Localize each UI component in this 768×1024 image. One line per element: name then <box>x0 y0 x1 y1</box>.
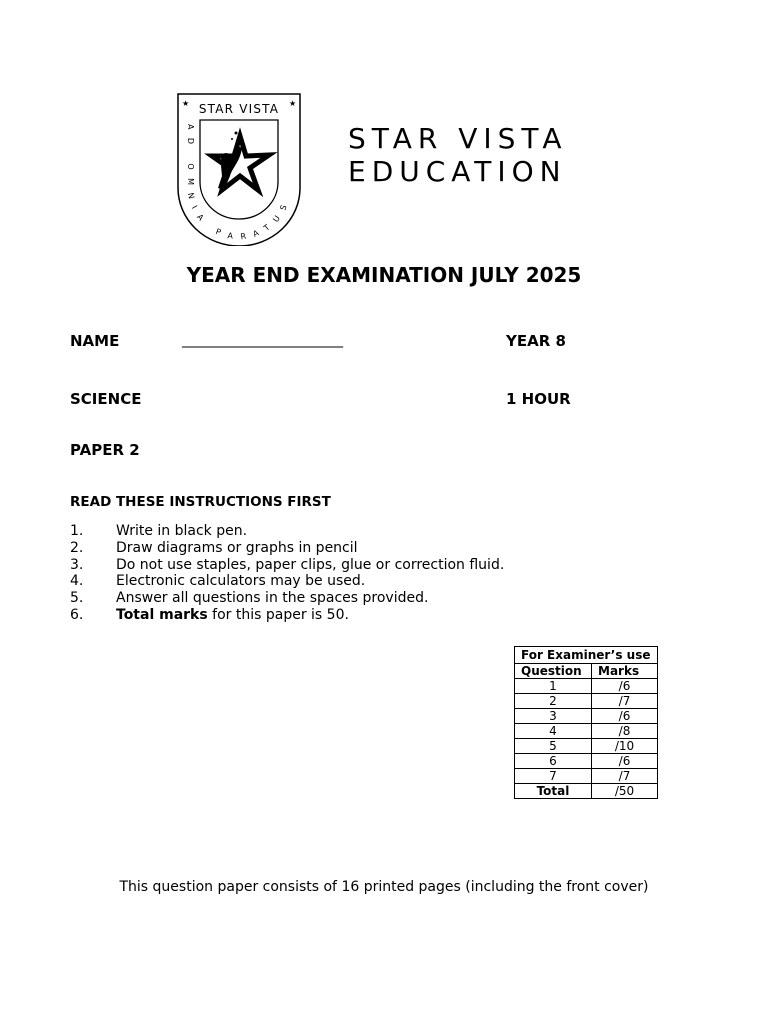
name-label: NAME <box>70 332 120 350</box>
table-row: 7 /7 <box>515 769 658 784</box>
instructions-list <box>70 523 504 624</box>
school-crest-logo <box>176 92 302 246</box>
table-row: 4 /8 <box>515 724 658 739</box>
instruction-item: 6. Total marks for this paper is 50. <box>70 606 349 623</box>
crest-motto: AD OMNIA PARATUS <box>185 124 292 242</box>
examiner-marks-table <box>514 646 658 799</box>
exam-title: YEAR END EXAMINATION JULY 2025 <box>186 263 582 287</box>
instruction-item: 5. Answer all questions in the spaces provided. <box>70 590 429 607</box>
name-entry-line[interactable]: _______________________ <box>182 332 343 348</box>
column-header-question: Question <box>515 664 592 679</box>
instruction-item: 3. Do not use staples, paper clips, glue or correction fluid. <box>70 556 505 573</box>
table-row: 3 /6 <box>515 709 658 724</box>
paper-label: PAPER 2 <box>70 441 140 459</box>
table-row: 6 /6 <box>515 754 658 769</box>
svg-text:★: ★ <box>289 99 297 108</box>
brand-wordmark <box>348 122 567 188</box>
page-count-note: This question paper consists of 16 printed pages (including the front cover) <box>119 879 649 895</box>
column-header-marks: Marks <box>592 664 658 679</box>
brand-line-2: EDUCATION <box>348 155 567 188</box>
instruction-item: 4. Electronic calculators may be used. <box>70 573 366 590</box>
table-row-total: Total /50 <box>515 784 658 799</box>
table-row: 5 /10 <box>515 739 658 754</box>
brand-line-1: STAR VISTA <box>348 122 568 155</box>
crest-top-text: STAR VISTA <box>198 102 280 116</box>
star-figure-icon <box>212 132 269 191</box>
year-label: YEAR 8 <box>506 332 566 350</box>
table-row: 1 /6 <box>515 679 658 694</box>
instruction-item: 2. Draw diagrams or graphs in pencil <box>70 539 358 556</box>
svg-text:★: ★ <box>182 99 190 108</box>
instruction-item: 1. Write in black pen. <box>70 523 248 539</box>
duration-label: 1 HOUR <box>506 390 571 408</box>
examiner-caption: For Examiner’s use <box>515 647 658 664</box>
table-row: 2 /7 <box>515 694 658 709</box>
instructions-heading: READ THESE INSTRUCTIONS FIRST <box>70 494 331 510</box>
subject-label: SCIENCE <box>70 390 142 408</box>
